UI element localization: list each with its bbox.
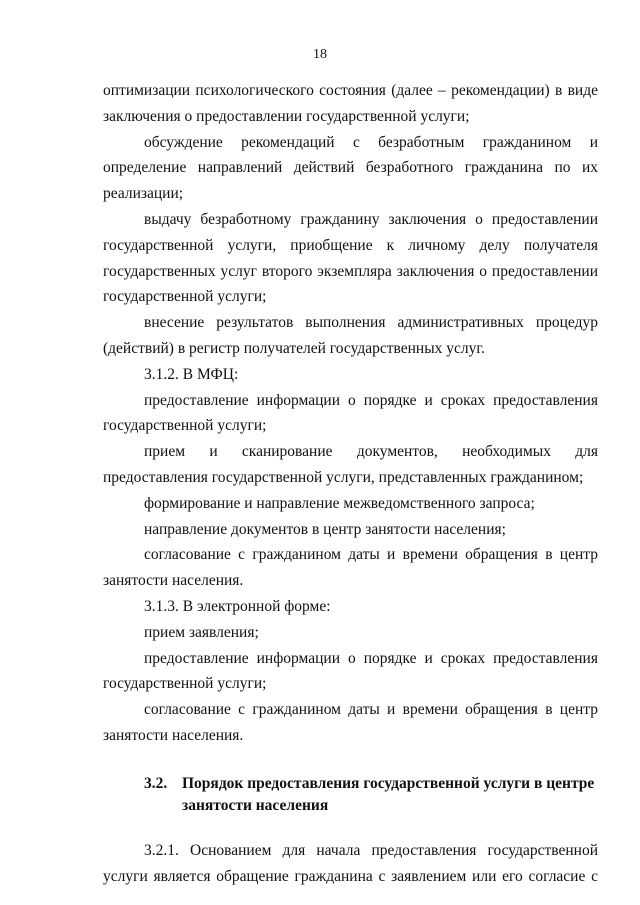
page-content [103,78,598,889]
paragraph-online-information: предоставление информации о порядке и сроках предоставления государственной услуги; [103,649,598,693]
paragraph-online-application: прием заявления; [144,623,259,641]
paragraph-mfc-information: предоставление информации о порядке и сроках предоставления государственной услуги; [103,391,598,435]
subsection-3-1-3-title: 3.1.3. В электронной форме: [144,597,331,615]
section-3-2-number: 3.2. [144,774,168,792]
paragraph-online-scheduling: согласование с гражданином даты и времени обращения в центр занятости населения. [103,701,598,744]
paragraph-3-2-1: 3.2.1. Основанием для начала предоставления государственной услуги является обращение гражданина с заявлением или его согласие с [103,841,598,885]
paragraph-recommendations-continuation: оптимизации психологического состояния (далее – рекомендации) в виде заключения о предоставлении государственной услуги; [103,82,598,125]
subsection-3-1-2-title: 3.1.2. В МФЦ: [144,365,239,383]
section-3-2-title-line1: Порядок предоставления государственной услуги в центре [182,774,595,792]
paragraph-mfc-documents: направление документов в центр занятости населения; [144,520,506,538]
paragraph-registry-entry: внесение результатов выполнения административных процедур (действий) в регистр получателей государственных услуг. [103,314,598,357]
paragraph-mfc-request: формирование и направление межведомственного запроса; [144,494,535,512]
paragraph-issue-conclusion: выдачу безработному гражданину заключения о предоставлении государственной услуги, приобщение к личному делу получателя государственных услуг второго экземпляра заключения о предоставлении государственной услуги; [103,210,598,306]
section-3-2-heading [103,773,598,817]
paragraph-mfc-scheduling: согласование с гражданином даты и времени обращения в центр занятости населения. [103,546,598,590]
section-3-2-title-line2: занятости населения [182,796,329,814]
paragraph-mfc-scanning: прием и сканирование документов, необходимых для предоставления государственной услуги, представленных гражданином; [103,443,598,486]
page-number: 18 [313,47,327,62]
paragraph-discussion: обсуждение рекомендаций с безработным гражданином и определение направлений действий безработного гражданина по их реализации; [103,133,598,203]
